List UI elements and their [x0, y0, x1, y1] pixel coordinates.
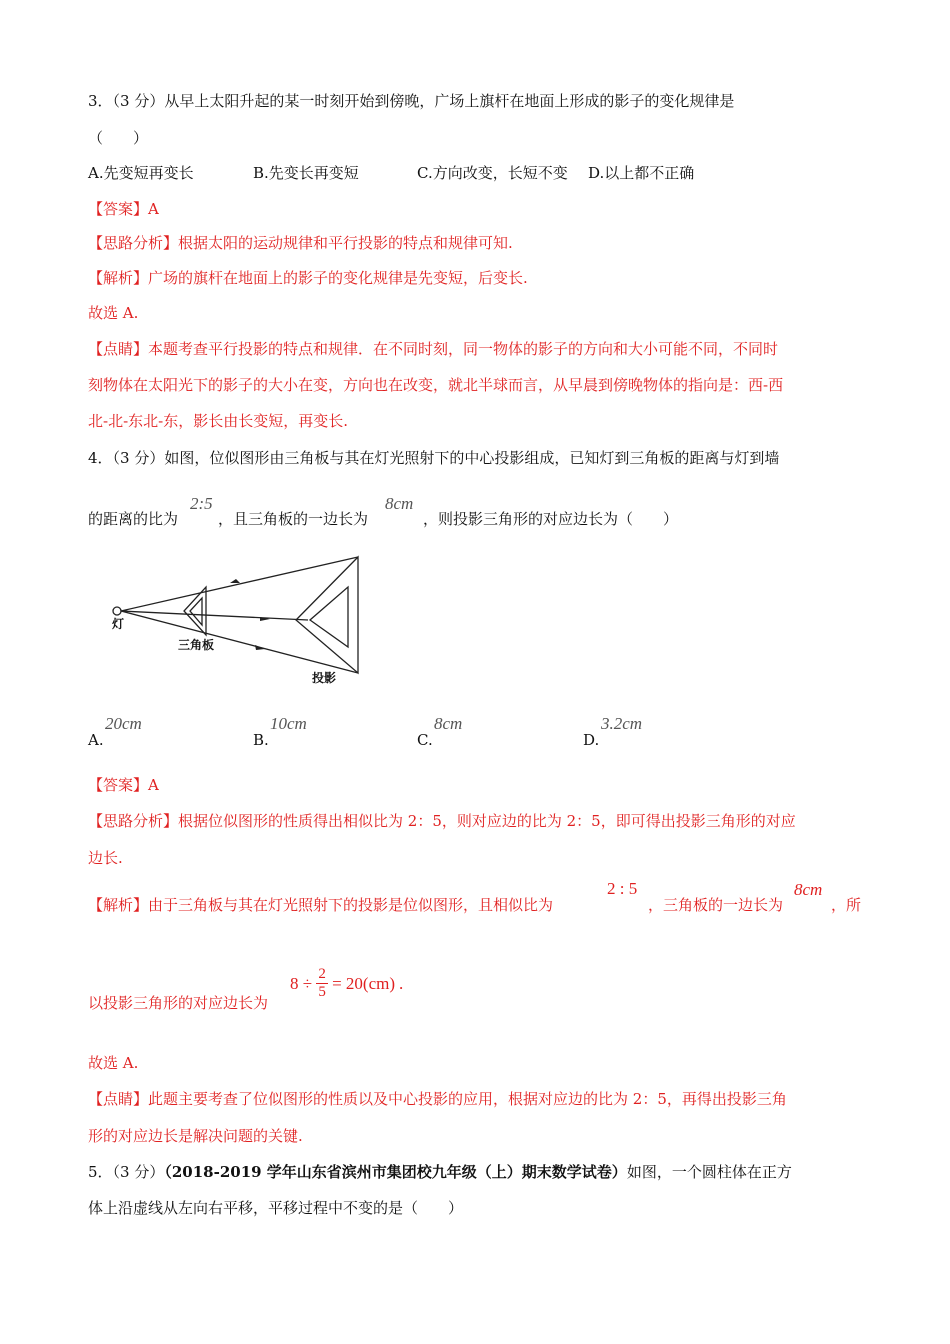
q4-option-b-value: 10cm [270, 714, 307, 733]
formula-end: . [399, 973, 404, 993]
analysis-text: 根据位似图形的性质得出相似比为 2：5，则对应边的比为 2：5，即可得出投影三角形的对应 [178, 812, 796, 830]
q3-option-d: D.以上都不正确 [588, 164, 695, 182]
formula-numerator: 2 [318, 966, 326, 982]
q4-choose: 故选 A. [88, 1054, 139, 1072]
comment-tag: 【点睛】 [88, 340, 149, 358]
lamp-icon [113, 607, 121, 615]
q3-comment-line-2: 刻物体在太阳光下的影子的大小在变，方向也在改变，就北半球而言，从早晨到傍晚物体的指向是：西-西 [88, 376, 784, 394]
q4-comment-line-1 [88, 1088, 787, 1110]
formula-fraction [316, 966, 328, 1001]
solution-text: 广场的旗杆在地面上的影子的变化规律是先变短，后变长. [148, 269, 528, 287]
q4-option-a-letter: A. [88, 731, 104, 749]
q4-analysis-line-1 [88, 810, 796, 832]
answer-tag: 【答案】 [88, 200, 149, 218]
figure-label-lamp: 灯 [112, 617, 125, 631]
answer-value: A [148, 200, 159, 218]
q4-option-d-letter: D. [583, 731, 600, 749]
formula-denominator: 5 [318, 984, 326, 1000]
q4-option-c-letter: C. [417, 731, 433, 749]
q3-option-c: C.方向改变，长短不变 [417, 164, 568, 182]
q4-solution-line-1 [88, 894, 553, 916]
figure-label-projection: 投影 [312, 671, 337, 685]
comment-text: 本题考查平行投影的特点和规律．在不同时刻，同一物体的影子的方向和大小可能不同，不同时 [148, 340, 779, 358]
projection-triangle [296, 557, 358, 673]
q4-solution-length-math: 8cm [794, 880, 823, 899]
analysis-tag: 【思路分析】 [88, 812, 179, 830]
q4-ratio-math: 2:5 [190, 494, 213, 513]
answer-value: A [148, 776, 159, 794]
q4-option-c-value: 8cm [434, 714, 463, 733]
q4-stem-line-2 [88, 508, 178, 530]
q3-stem: 3．（3 分）从早上太阳升起的某一时刻开始到傍晚，广场上旗杆在地面上形成的影子的变化规律是 [88, 92, 735, 110]
comment-tag: 【点睛】 [88, 1090, 149, 1108]
q3-option-a: A.先变短再变长 [88, 164, 194, 182]
source-citation: （2018-2019 学年山东省滨州市集团校九年级（上）期末数学试卷） [164, 1163, 627, 1181]
stem-text: 的距离的比为 [88, 510, 179, 528]
q3-comment-line-1 [88, 338, 778, 360]
q3-solution [88, 267, 528, 289]
q5-stem-line-1 [88, 1161, 792, 1183]
q4-stem-text-c: ，则投影三角形的对应边长为（ ） [423, 510, 679, 528]
q3-analysis [88, 232, 513, 254]
q3-comment-line-3: 北-北-东北-东，影长由长变短，再变长. [88, 412, 348, 430]
formula-right: = 20(cm) [332, 973, 396, 993]
arrow-bottom [255, 645, 265, 650]
q4-option-a-value: 20cm [105, 714, 142, 733]
q4-option-d-value: 3.2cm [601, 714, 643, 733]
stem-number: 5．（3 分） [88, 1163, 165, 1181]
analysis-tag: 【思路分析】 [88, 234, 179, 252]
q4-answer [88, 774, 159, 796]
q4-solution-ratio-math: 2 : 5 [607, 879, 638, 898]
analysis-text: 根据太阳的运动规律和平行投影的特点和规律可知. [178, 234, 513, 252]
stem-text: 如图，一个圆柱体在正方 [626, 1163, 792, 1181]
q4-stem-line-1: 4．（3 分）如图，位似图形由三角板与其在灯光照射下的中心投影组成，已知灯到三角板的距离与灯到墙 [88, 449, 780, 467]
comment-text: 此题主要考查了位似图形的性质以及中心投影的应用，根据对应边的比为 2：5，再得出投影三角 [148, 1090, 787, 1108]
q3-answer-paren: （ ） [88, 129, 149, 147]
q4-formula [290, 966, 403, 1001]
q4-analysis-line-2: 边长. [88, 849, 123, 867]
q3-option-b: B.先变长再变短 [253, 164, 359, 182]
answer-tag: 【答案】 [88, 776, 149, 794]
q3-answer [88, 198, 159, 220]
q4-comment-line-2: 形的对应边长是解决问题的关键. [88, 1127, 303, 1145]
q4-solution-text-c: ，所 [831, 896, 862, 914]
q4-option-b-letter: B. [253, 731, 269, 749]
arrow-top [230, 579, 240, 583]
q5-stem-line-2: 体上沿虚线从左向右平移，平移过程中不变的是（ ） [88, 1199, 464, 1217]
q4-solution-line-2: 以投影三角形的对应边长为 [88, 994, 269, 1012]
q4-stem-text-b: ，且三角板的一边长为 [218, 510, 369, 528]
q3-choose: 故选 A. [88, 304, 139, 322]
solution-text: 由于三角板与其在灯光照射下的投影是位似图形，且相似比为 [148, 896, 554, 914]
figure-label-triangle: 三角板 [178, 638, 215, 652]
solution-tag: 【解析】 [88, 269, 149, 287]
formula-left: 8 ÷ [290, 973, 313, 993]
ray-top [121, 557, 358, 611]
solution-tag: 【解析】 [88, 896, 149, 914]
q4-length-math: 8cm [385, 494, 414, 513]
projection-triangle-inner [310, 587, 348, 647]
q4-solution-text-b: ，三角板的一边长为 [648, 896, 784, 914]
